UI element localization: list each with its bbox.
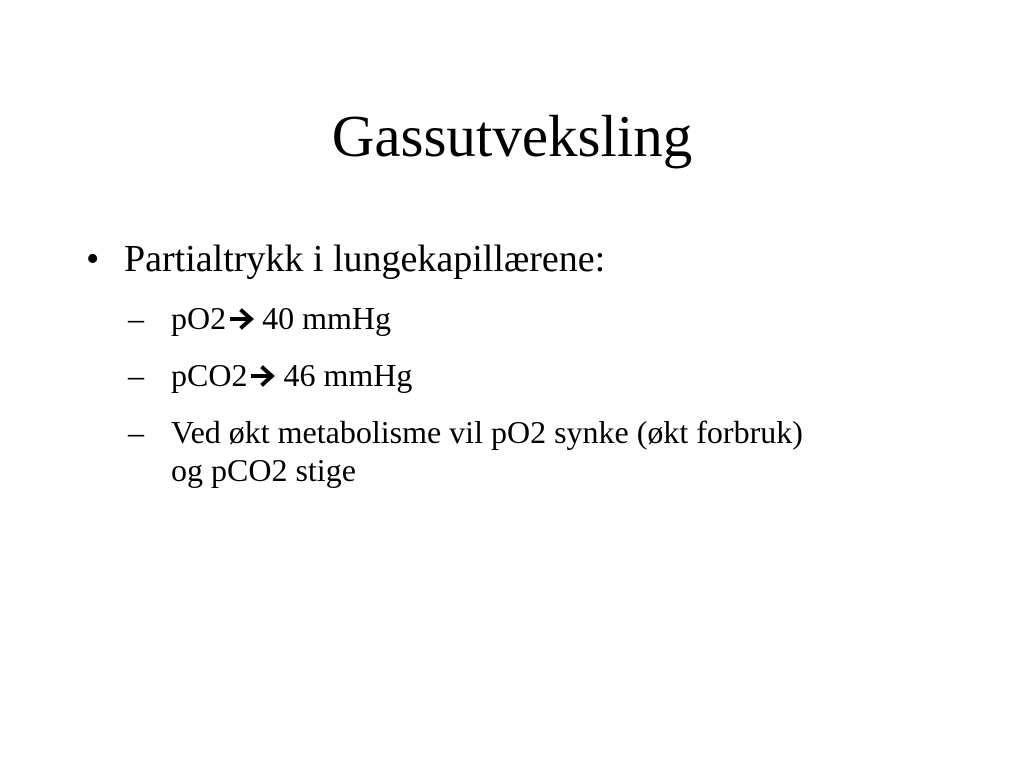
arrow-right-icon [230,308,256,330]
sub-item-label: pO2 [171,300,227,336]
bullet-text: Partialtrykk i lungekapillærene: [124,238,606,280]
sub-item-label: pCO2 [171,357,248,393]
bullet-marker: • [86,238,100,280]
dash-marker: – [128,300,144,336]
bullet-item [86,236,605,282]
dash-marker: – [128,357,144,393]
dash-marker: – [128,414,144,450]
sub-item-po2 [128,299,848,337]
sub-item-pco2 [128,356,848,394]
slide-title: Gassutveksling [331,103,693,169]
sub-item-metabolism [128,413,818,489]
sub-item-value: 46 mmHg [283,357,413,393]
arrow-right-icon [251,365,277,387]
sub-item-value: 40 mmHg [262,300,391,336]
sub-item-text: Ved økt metabolisme vil pO2 synke (økt forbruk) og pCO2 stige [171,414,803,488]
